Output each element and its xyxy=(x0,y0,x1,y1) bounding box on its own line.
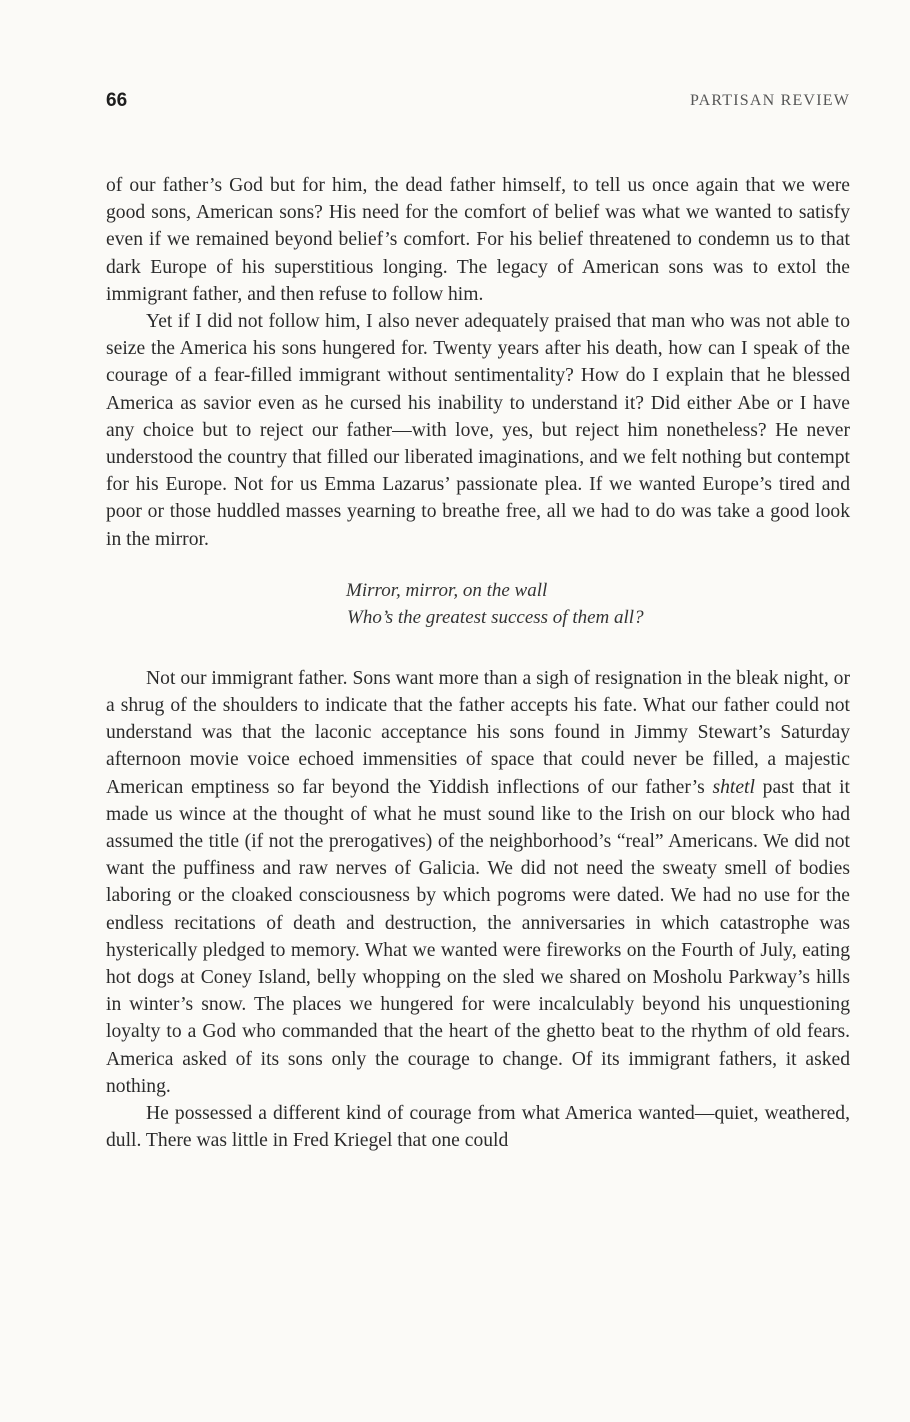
paragraph-4: He possessed a different kind of courage from what America wanted—quiet, weathered, dull. There was little in Fred Kriegel that one could xyxy=(106,1103,850,1152)
paragraph-1: of our father’s God but for him, the dead father himself, to tell us once again that we were good sons, American sons? His need for the comfort of belief was what we wanted to satisfy even if we remained beyond belief’s comfort. For his belief threatened to condemn us to that dark Europe of his superstitious longing. The legacy of American sons was to extol the immigrant father, and then refuse to follow him. xyxy=(106,175,850,305)
paragraph-3-part-b: past that it made us wince at the thought of what he must sound like to the Irish on our block who had assumed the title (if not the prerogatives) of the neighborhood’s “real” Americans. We did not want the puffiness and raw nerves of Galicia. We did not need the sweaty smell of bodies laboring or the cloaked consciousness by which pogroms were dated. We had no use for the endless recitations of death and destruction, the anniversaries in which catastrophe was hysterically pledged to memory. What we wanted were fireworks on the Fourth of July, eating hot dogs at Coney Island, belly whopping on the sled we shared on Mosholu Parkway’s hills in winter’s snow. The places we hungered for were incalculably beyond his unquestioning loyalty to a God who commanded that the heart of the ghetto beat to the rhythm of old fears. America asked of its sons only the courage to change. Of its immigrant fathers, it asked nothing. xyxy=(106,776,850,1097)
paragraph-3 xyxy=(106,665,850,1100)
paragraph-2: Yet if I did not follow him, I also never adequately praised that man who was not able to seize the America his sons hungered for. Twenty years after his death, how can I speak of the courage of a fear-filled immigrant without sentimentality? How do I explain that he blessed America as savior even as he cursed his inability to understand it? Did either Abe or I have any choice but to reject our father—with love, yes, but reject him nonetheless? He never understood the country that filled our liberated imaginations, and we felt nothing but contempt for his Europe. Not for us Emma Lazarus’ passionate plea. If we wanted Europe’s tired and poor or those huddled masses yearning to breathe free, all we had to do was take a good look in the mirror. xyxy=(106,311,850,550)
paragraph-3-part-a: Not our immigrant father. Sons want more than a sigh of resignation in the bleak night, or a shrug of the shoulders to indicate that the father accepts his fate. What our father could not understand was that the laconic acceptance his sons found in Jimmy Stewart’s Saturday afternoon movie voice echoed immensities of space that could never be filled, a majestic American emptiness so far beyond the Yiddish inflections of our father’s xyxy=(106,667,850,798)
running-head: PARTISAN REVIEW xyxy=(689,92,850,109)
page-header xyxy=(106,90,850,120)
verse-line-2: Who’s the greatest success of them all? xyxy=(347,606,644,628)
page-number: 66 xyxy=(106,90,128,111)
verse-quote xyxy=(346,577,850,631)
verse-line-1: Mirror, mirror, on the wall xyxy=(346,579,548,601)
body-text xyxy=(106,172,850,1155)
italic-word-shtetl: shtetl xyxy=(712,776,755,798)
